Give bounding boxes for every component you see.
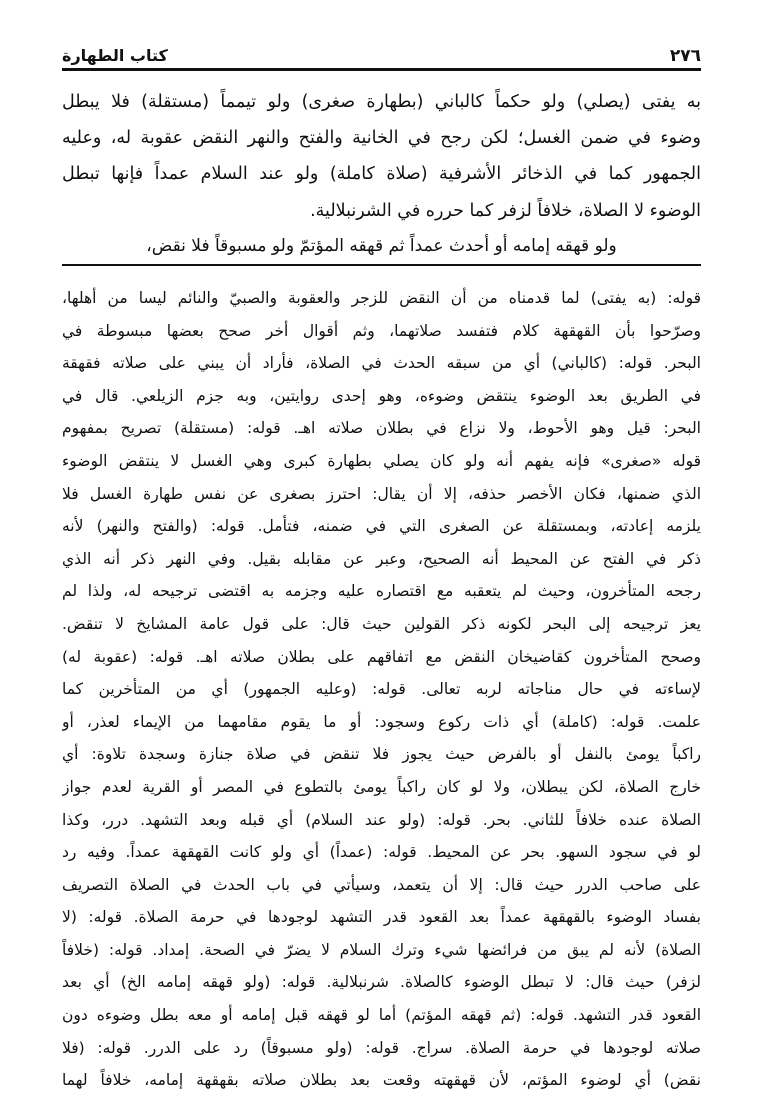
commentary-line: قوله «صغرى» فإنه يفهم أنه ولو كان يصلي بطهارة كبرى وهي الغسل لا ينتقض الوضوء <box>62 451 701 470</box>
commentary-line: رجحه المتأخرون، وحيث لم يتعقبه مع اقتصاره عليه وجزمه به اقتضى ترجيحه له، ولذا لم <box>62 582 701 601</box>
commentary-line: وصرّحوا بأن القهقهة كلام فتفسد صلاتهما، وثم أقوال أخر صحح بعضها مبسوطة في <box>62 321 701 340</box>
commentary-line: في الطريق بعد الوضوء ينتقض وضوءه، وهو إحدى روايتين، وبه جزم الزيلعي. قال في <box>62 386 701 405</box>
commentary-line: الصلاة) لأنه لم يبق من فرائضها شيء وترك السلام لا يضرّ في الصحة. إمداد. قوله: (خلافاً <box>62 940 701 959</box>
commentary-line: نقض) أي لوضوء المؤتم، لأن قهقهته وقعت بعد بطلان صلاته بقهقهة إمامه، خلافاً لهما <box>62 1071 701 1090</box>
commentary-line: لو في سجود السهو. بحر عن المحيط. قوله: (عمداً) أي ولو كانت القهقهة عمداً. وفيه رد <box>62 843 701 862</box>
matn-text: ولو قهقه إمامه أو أحدث عمداً ثم قهقه المؤتمّ ولو مسبوقاً فلا نقض، <box>146 236 617 256</box>
commentary-line: لزفر) حيث قال: لا تبطل الوضوء كالصلاة. شرنبلالية. قوله: (ولو قهقه إمامه الخ) أي بعد <box>62 973 701 992</box>
commentary-line: راكباً يومئ بالنفل أو بالفرض حيث يجوز فلا تنقض في صلاة جنازة وسجدة تلاوة: أي <box>62 745 701 764</box>
running-header <box>62 44 701 66</box>
main-text-line: الوضوء لا الصلاة، خلافاً لزفر كما حرره في الشرنبلالية. <box>310 200 701 221</box>
book-title: كتاب الطهارة <box>62 46 168 65</box>
commentary-line: القعود قدر التشهد. قوله: (ثم قهقه المؤتم) أما لو قهقه قبل إمامه أو معه بطل وضوءه دون <box>62 1006 701 1025</box>
commentary-line: صلاته لوجودها في حرمة الصلاة. سراج. قوله: (ولو مسبوقاً) رد على الدرر. قوله: (فلا <box>62 1038 701 1057</box>
commentary-line: البحر. قوله: (كالباني) أي من سبقه الحدث في الصلاة، فأراد أن يبني على صلاته فقهقة <box>62 354 701 373</box>
commentary-line: لإساءته في حال مناجاته لربه تعالى. قوله: (وعليه الجمهور) أي من المتأخرين كما <box>62 680 701 699</box>
commentary-line: ذكر في الفتح عن المحيط أنه الصحيح، وعبر عن مقابله بقيل. وفي النهر ذكر أنه الذي <box>62 549 701 568</box>
commentary-line: الذي ضمنها، فكان الأخصر حذفه، إلا أن يقال: احترز بصغرى عن نفس طهارة الغسل فلا <box>62 484 701 503</box>
header-rule <box>62 68 701 71</box>
main-text-block <box>62 84 701 229</box>
page-number: ٢٧٦ <box>669 46 701 66</box>
commentary-line: علمت. قوله: (كاملة) أي ذات ركوع وسجود: أو ما يقوم مقامهما من الإيماء لعذر، أو <box>62 712 701 731</box>
commentary-line: البحر: قيل وهو الأحوط، ولا نزاع في بطلان صلاته اهـ. قوله: (مستقلة) تصريح بمفهوم <box>62 419 701 438</box>
commentary-line: الصلاة عنده خلافاً للثاني. بحر. قوله: (ولو عند السلام) أي قبله وبعد التشهد. درر، وكذا <box>62 810 701 829</box>
commentary-line: وصحح المتأخرون كقاضيخان النقض مع اتفاقهم على بطلان صلاته اهـ. قوله: (عقوبة له) <box>62 647 701 666</box>
commentary-line: يعز ترجيحه إلى البحر لكونه ذكر القولين حيث قال: على قول عامة المشايخ لا تنقض. <box>62 614 701 633</box>
commentary-line: خارج الصلاة، لكن يبطلان، ولا لو كان راكباً يومئ بالتطوع في المصر أو القرية لعدم جواز <box>62 777 701 796</box>
matn-separator-rule <box>62 264 701 266</box>
commentary-line: قوله: (به يفتى) لما قدمناه من أن النقض للزجر والعقوبة والصبيّ والنائم ليسا من أهلها، <box>62 289 701 307</box>
commentary-block <box>62 282 701 1097</box>
main-text-line: وضوء في ضمن الغسل؛ لكن رجح في الخانية والفتح والنهر النقض عقوبة له، وعليه <box>62 128 701 149</box>
commentary-line: بفساد الوضوء بالقهقهة عمداً بعد القعود قدر التشهد لوجودها في حرمة الصلاة. قوله: (لا <box>62 908 701 927</box>
commentary-line: يلزمه إعادته، وبمستقلة عن الصغرى التي في ضمنه، فتأمل. قوله: (والفتح والنهر) لأنه <box>62 517 701 536</box>
main-text-line: الجمهور كما في الذخائر الأشرفية (صلاة كاملة) ولو عند السلام عمداً فإنها تبطل <box>62 164 701 185</box>
book-page <box>62 0 701 1095</box>
main-text-line: به يفتى (يصلي) ولو حكماً كالباني (بطهارة صغرى) ولو تيمماً (مستقلة) فلا يبطل <box>62 92 701 112</box>
commentary-line: على صاحب الدرر حيث قال: إلا أن يتعمد، وسيأتي في باب الحدث في الصلاة التصريف <box>62 875 701 894</box>
